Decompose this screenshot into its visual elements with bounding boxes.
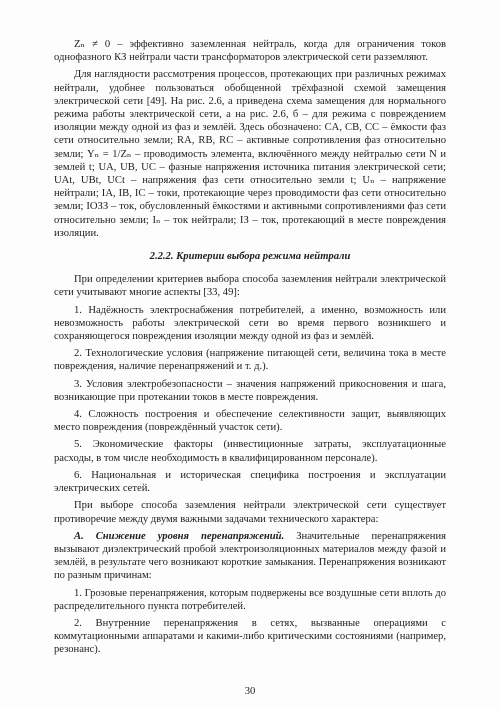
overvoltage-text: Значительные перенапряжения вызывают диэлектрический пробой электроизоляционных материалов между фазой и землёй, в результате чего возникают короткие замыкания. Перенапряжения возникают по разным причинам: — [54, 530, 446, 582]
paragraph-overvoltage — [54, 530, 446, 583]
list-item-electrical-safety: 3. Условия электробезопасности – значения напряжений прикосновения и шага, возникающие при протекании токов в месте повреждения. — [54, 378, 446, 403]
list-item-technological: 2. Технологические условия (напряжение питающей сети, величина тока в месте повреждения, наличие перенапряжений и т. д.). — [54, 348, 446, 373]
list-item-reliability: 1. Надёжность электроснабжения потребителей, а именно, возможность или невозможность работы электрической сети во время первого возникшего и сохраняющегося повреждения изоляции между одной из фаз и землёй. — [54, 304, 446, 343]
list-item-national: 6. Национальная и историческая специфика построения и эксплуатации электрических сетей. — [54, 469, 446, 495]
page-body — [54, 38, 446, 661]
paragraph-effective-grounding: Zₙ ≠ 0 – эффективно заземленная нейтраль, когда для ограничения токов однофазного КЗ нейтрали части трансформаторов электрической сети разземляют. — [54, 39, 446, 64]
page-number: 30 — [244, 686, 256, 697]
paragraph-equivalent-circuit: Для наглядности рассмотрения процессов, протекающих при различных режимах нейтрали, удобнее пользоваться обобщенной трёхфазной схемой замещения электрической сети [49]. На рис. 2.6, а приведена схема замещения для нормального режима работы электрической сети, а на рис. 2.6, б – для режима с повреждением изоляции между одной из фаз и землёй. Здесь обозначено: CА, CВ, CС – ёмкости фаз сети относительно земли; RА, RВ, RС – активные сопротивления фаз относительно земли; Yₙ = 1/Zₙ – проводимость элемента, включённого между нейтралью сети N и землей t; UА, UВ, UС – фазные напряжения источника питания электрической сети; UАt, UВt, UСt – напряжения фаз сети относительно земли t; Uₙ – напряжение нейтрали; IА, IВ, IС – токи, протекающие через проводимости фаз сети относительно земли; IОЗЗ – ток, обусловленный ёмкостями и активными сопротивлениями фаз сети относительно земли; Iₙ – ток нейтрали; IЗ – ток, протекающий в месте повреждения изоляции. — [54, 69, 446, 239]
paragraph-contradiction: При выборе способа заземления нейтрали электрической сети существует противоречие между двумя важными задачами технического характера: — [54, 500, 446, 525]
overvoltage-lead: А. Снижение уровня перенапряжений. — [74, 530, 285, 542]
list-item-economic: 5. Экономические факторы (инвестиционные затраты, эксплуатационные расходы, в том числе необходимость в квалифицированном персонале). — [54, 439, 446, 464]
section-heading: 2.2.2. Критерии выбора режима нейтрали — [149, 251, 351, 263]
list-item-internal: 2. Внутренние перенапряжения в сетях, вызванные операциями с коммутационными аппаратами и какими-либо критическими состояниями (например, резонанс). — [54, 617, 446, 656]
list-item-protection: 4. Сложность построения и обеспечение селективности защит, выявляющих место повреждения (повреждённый участок сети). — [54, 409, 446, 434]
list-item-lightning: 1. Грозовые перенапряжения, которым подвержены все воздушные сети вплоть до распределительного пункта потребителей. — [54, 587, 446, 612]
paragraph-criteria-intro: При определении критериев выбора способа заземления нейтрали электрической сети учитывают многие аспекты [33, 49]: — [54, 274, 446, 299]
